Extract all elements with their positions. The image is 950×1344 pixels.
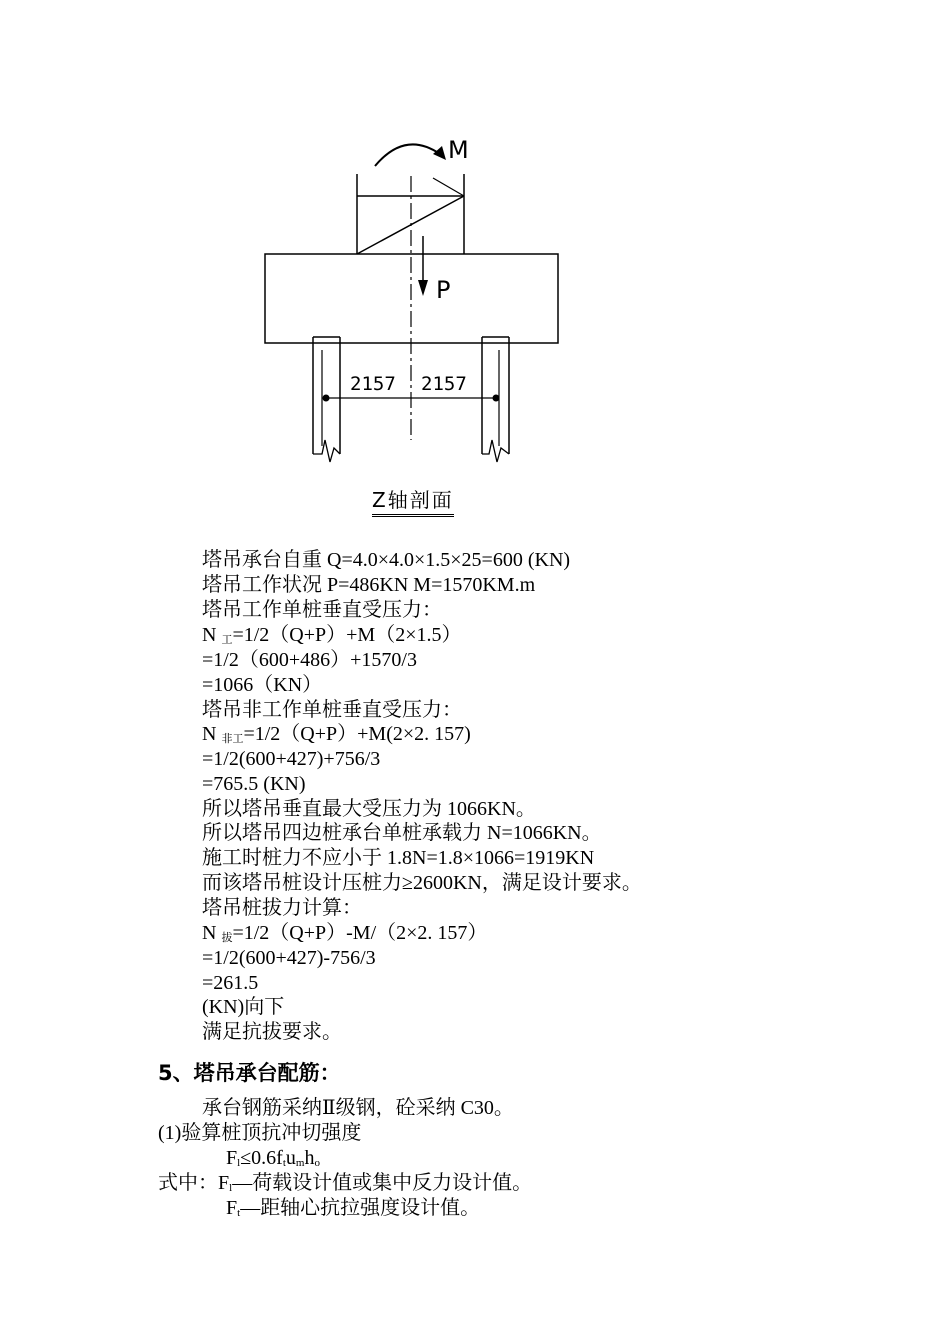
dimension-dot-right: [493, 395, 500, 402]
formula-f: F: [226, 1147, 238, 1169]
formula-base: N: [202, 624, 217, 646]
formula-base: N: [202, 922, 217, 944]
where-label: 式中：: [158, 1172, 218, 1194]
formula-rest: =1/2（Q+P）+M（2×1.5）: [232, 624, 462, 646]
calc-line: 塔吊工作状况 P=486KN M=1570KM.m: [202, 574, 536, 596]
calc-line: (KN)向下: [202, 996, 285, 1018]
def-symbol: F: [218, 1172, 230, 1194]
moment-label: M: [448, 136, 469, 164]
section-heading: 5、塔吊承台配筋：: [158, 1061, 341, 1085]
load-arrowhead: [418, 280, 428, 296]
def-text: —距轴心抗拉强度设计值。: [240, 1197, 481, 1219]
calc-line: 所以塔吊垂直最大受压力为 1066KN。: [202, 798, 536, 820]
moment-tick: [433, 178, 464, 196]
calc-line: 满足抗拔要求。: [202, 1021, 342, 1043]
calc-line: 塔吊承台自重 Q=4.0×4.0×1.5×25=600 (KN): [202, 549, 571, 571]
calc-line: =765.5 (KN): [202, 773, 306, 795]
formula-h: h: [304, 1147, 315, 1169]
formula-ho-sub: o: [314, 1157, 320, 1169]
calc-line: 塔吊非工作单桩垂直受压力：: [202, 699, 462, 721]
section-drawing: [250, 128, 580, 468]
formula-mid: ≤0.6f: [240, 1147, 283, 1169]
section-intro: 承台钢筋采纳Ⅱ级钢，砼采纳 C30。: [202, 1097, 514, 1119]
formula-subscript: 工: [221, 634, 233, 646]
calc-line: =1/2(600+427)-756/3: [202, 947, 376, 969]
formula-base: N: [202, 723, 217, 745]
calc-line: 塔吊工作单桩垂直受压力：: [202, 599, 442, 621]
dimension-right: 2157: [421, 373, 467, 395]
calc-line: =1/2（600+486）+1570/3: [202, 649, 417, 671]
calc-line: =1/2(600+427)+756/3: [202, 748, 381, 770]
formula-um-sub: m: [295, 1157, 305, 1169]
definition-2: [226, 1196, 480, 1226]
check-title: (1)验算桩顶抗冲切强度: [158, 1122, 362, 1144]
dimension-dot-left: [323, 395, 330, 402]
def-text: —荷载设计值或集中反力设计值。: [232, 1172, 533, 1194]
calc-line: 而该塔吊桩设计压桩力≥2600KN，满足设计要求。: [202, 872, 642, 894]
moment-arrowhead: [433, 146, 446, 160]
calc-line: =1066（KN）: [202, 674, 323, 696]
formula-u: u: [285, 1147, 296, 1169]
formula-subscript: 拔: [221, 932, 233, 944]
calc-line: 塔吊桩拔力计算：: [202, 897, 362, 919]
formula-ft-sub: t: [282, 1157, 286, 1169]
dimension-left: 2157: [350, 373, 396, 395]
load-label: P: [436, 276, 451, 304]
moment-arc: [375, 144, 440, 166]
def-symbol: F: [226, 1197, 238, 1219]
figure-caption: Z轴剖面: [372, 484, 454, 517]
formula-rest: =1/2（Q+P）-M/（2×2. 157）: [232, 922, 488, 944]
calc-line: =261.5: [202, 972, 259, 994]
def-subscript: t: [237, 1207, 241, 1219]
def-subscript: l: [229, 1182, 233, 1194]
section-diagram: [250, 128, 580, 468]
calc-line: 所以塔吊四边桩承台单桩承载力 N=1066KN。: [202, 822, 602, 844]
pile-left-break: [313, 440, 340, 462]
pile-right-break: [482, 440, 509, 462]
formula-f-sub: l: [237, 1157, 241, 1169]
formula-subscript: 非工: [221, 733, 244, 745]
calc-line: 施工时桩力不应小于 1.8N=1.8×1066=1919KN: [202, 847, 595, 869]
formula-rest: =1/2（Q+P）+M(2×2. 157): [243, 723, 471, 745]
